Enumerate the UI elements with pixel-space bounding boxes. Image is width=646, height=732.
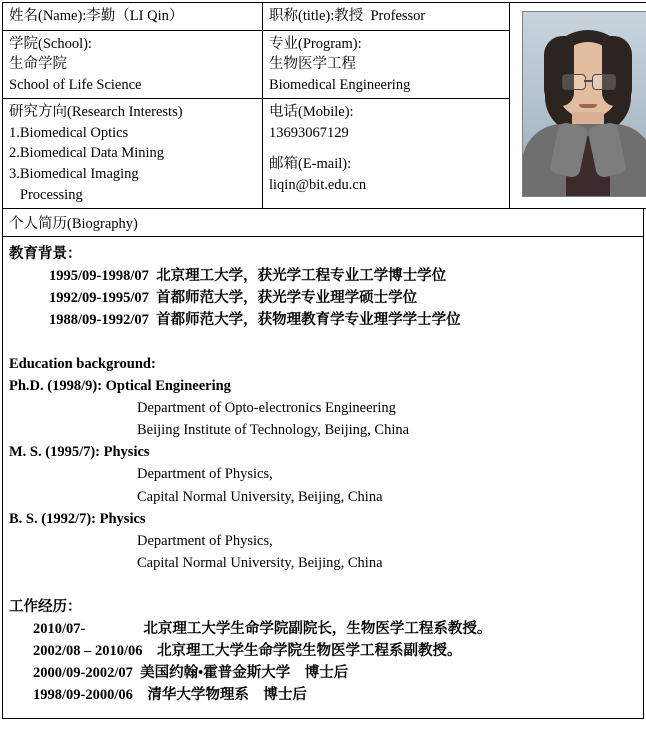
biography-body — [2, 237, 644, 719]
photo-glasses-left — [562, 74, 586, 90]
photo-mouth — [579, 104, 597, 108]
work-entry: 2010/07- 北京理工大学生命学院副院长，生物医学工程系教授。 — [9, 618, 637, 640]
program-label: 专业(Program): — [269, 34, 504, 55]
school-name-cn: 生命学院 — [9, 54, 257, 75]
work-heading: 工作经历： — [9, 596, 637, 618]
education-cn-entry: 1995/09-1998/07 北京理工大学，获光学工程专业工学博士学位 — [9, 265, 637, 287]
table-row — [3, 3, 646, 31]
education-en-detail: Department of Opto-electronics Engineering — [9, 397, 637, 419]
photo-glasses-right — [592, 74, 616, 90]
program-name-cn: 生物医学工程 — [269, 54, 504, 75]
spacer — [9, 574, 637, 585]
education-en-detail: Beijing Institute of Technology, Beijing, China — [9, 419, 637, 441]
mobile-value: 13693067129 — [269, 123, 504, 144]
school-name-en: School of Life Science — [9, 75, 257, 96]
education-en-heading: Education background: — [9, 353, 637, 375]
contact-cell — [263, 99, 510, 209]
spacer — [9, 585, 637, 596]
mobile-label: 电话(Mobile): — [269, 102, 504, 123]
education-cn-entry: 1992/09-1995/07 首都师范大学，获光学专业理学硕士学位 — [9, 287, 637, 309]
spacer — [9, 331, 637, 342]
education-en-detail: Department of Physics, — [9, 530, 637, 552]
name-cell — [3, 3, 263, 31]
research-cell — [3, 99, 263, 209]
work-entry: 1998/09-2000/06 清华大学物理系 博士后 — [9, 684, 637, 706]
education-cn-heading: 教育背景： — [9, 243, 637, 265]
photo-glasses-bridge — [584, 80, 592, 82]
research-item: 2.Biomedical Data Mining — [9, 143, 257, 164]
photo-hair-right — [602, 36, 632, 106]
spacer — [9, 342, 637, 353]
title-cell — [263, 3, 510, 31]
education-en-degree: M. S. (1995/7): Physics — [9, 441, 637, 463]
program-cell — [263, 30, 510, 99]
school-label: 学院(School): — [9, 34, 257, 55]
education-en-degree: B. S. (1992/7): Physics — [9, 508, 637, 530]
research-item: 3.Biomedical Imaging — [9, 164, 257, 185]
photo-cell — [510, 3, 646, 209]
research-item: 1.Biomedical Optics — [9, 123, 257, 144]
email-label: 邮箱(E-mail): — [269, 154, 504, 175]
biography-header — [2, 209, 644, 237]
school-cell — [3, 30, 263, 99]
biography-header-text: 个人简历(Biography) — [9, 216, 138, 232]
personal-info-table — [2, 2, 646, 209]
name-text: 姓名(Name):李勤（LI Qin） — [9, 6, 257, 27]
portrait-photo — [522, 11, 646, 197]
education-en-detail: Department of Physics, — [9, 463, 637, 485]
research-label: 研究方向(Research Interests) — [9, 102, 257, 123]
resume-page — [0, 2, 646, 732]
education-en-detail: Capital Normal University, Beijing, China — [9, 486, 637, 508]
work-entry: 2000/09-2002/07 美国约翰•霍普金斯大学 博士后 — [9, 662, 637, 684]
work-entry: 2002/08 – 2010/06 北京理工大学生命学院生物医学工程系副教授。 — [9, 640, 637, 662]
education-en-degree: Ph.D. (1998/9): Optical Engineering — [9, 375, 637, 397]
program-name-en: Biomedical Engineering — [269, 75, 504, 96]
research-item: Processing — [9, 185, 257, 206]
email-value: liqin@bit.edu.cn — [269, 175, 504, 196]
photo-hair-left — [544, 36, 574, 106]
education-cn-entry: 1988/09-1992/07 首都师范大学，获物理教育学专业理学学士学位 — [9, 309, 637, 331]
education-en-detail: Capital Normal University, Beijing, China — [9, 552, 637, 574]
spacer — [269, 143, 504, 154]
title-text: 职称(title):教授 Professor — [269, 6, 504, 27]
